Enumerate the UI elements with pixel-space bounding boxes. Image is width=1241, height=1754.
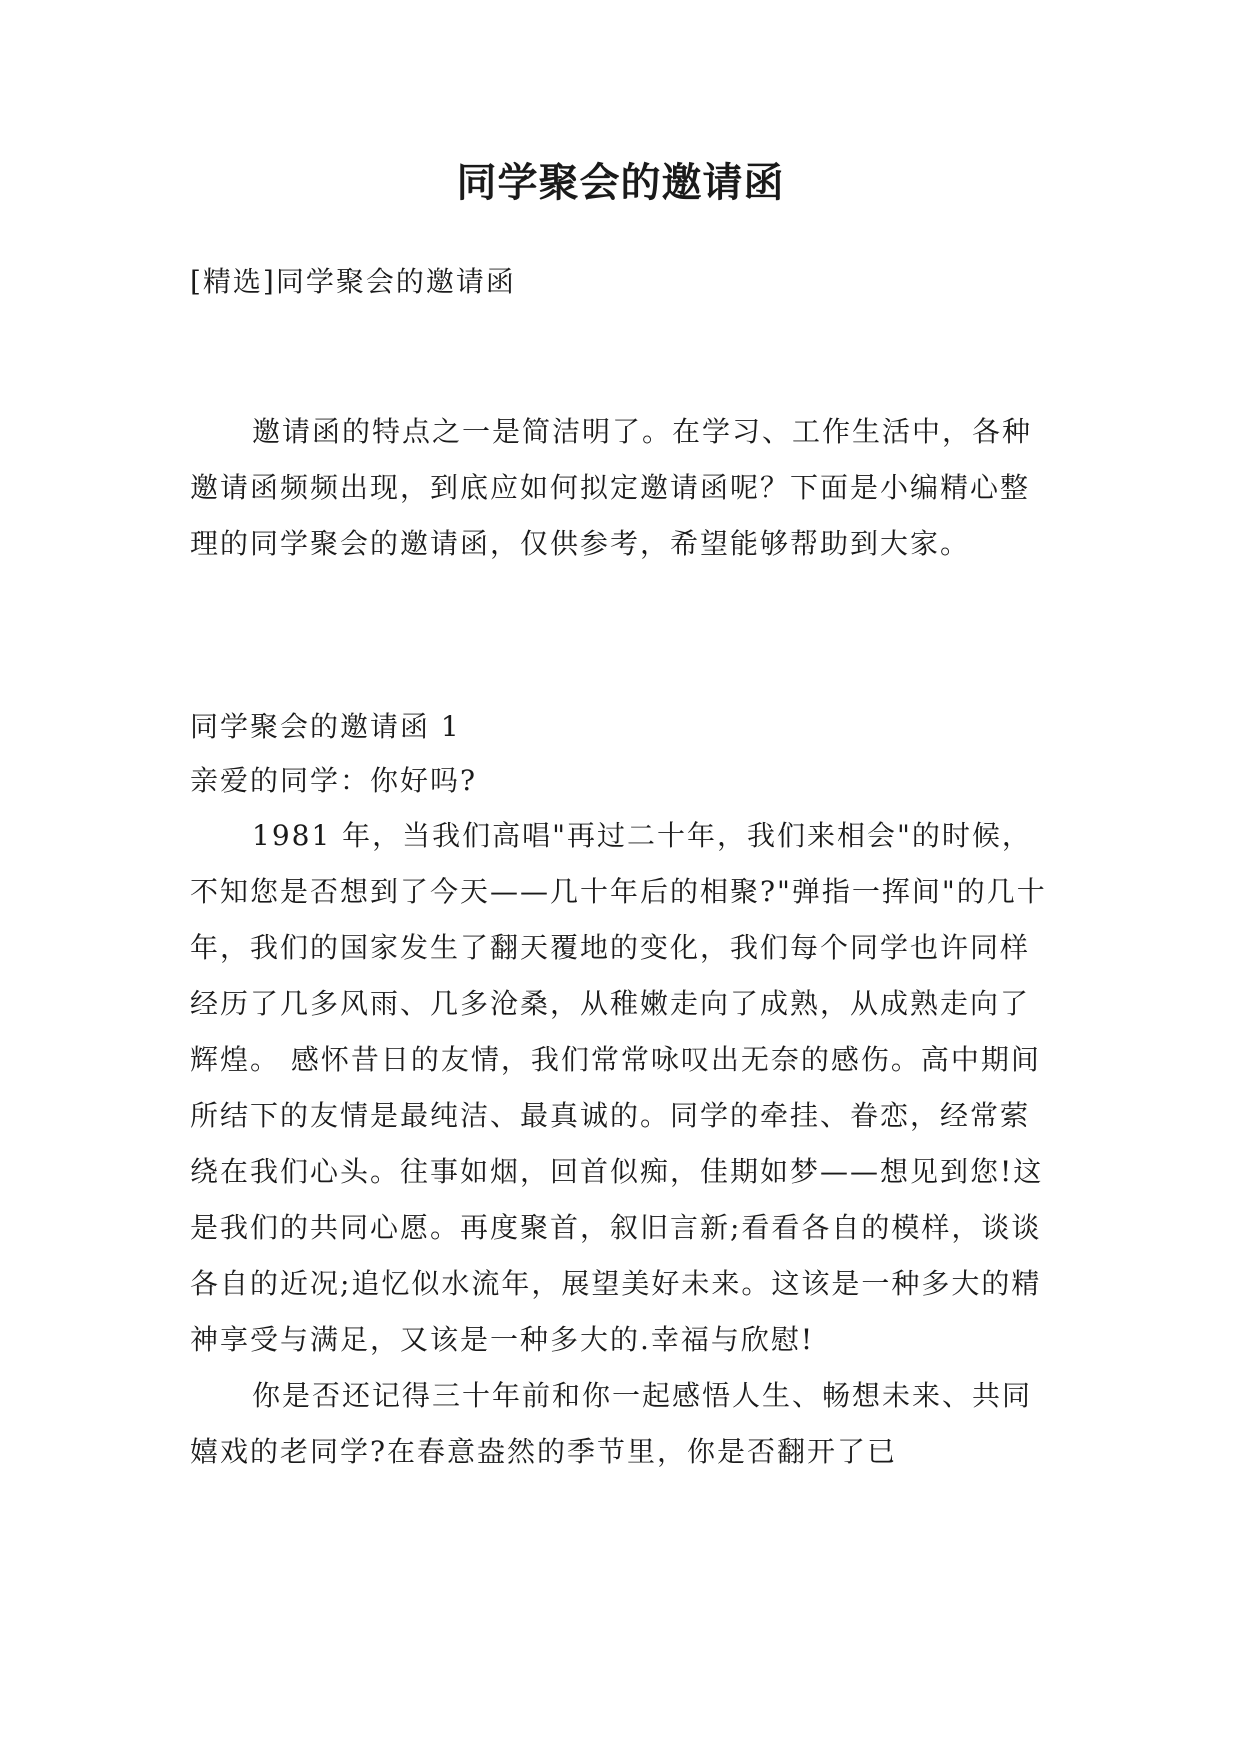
intro-paragraph: 邀请函的特点之一是简洁明了。在学习、工作生活中，各种邀请函频频出现，到底应如何拟定邀请函呢？下面是小编精心整理的同学聚会的邀请函，仅供参考，希望能够帮助到大家。 — [190, 415, 1033, 560]
letter-header — [190, 700, 1050, 808]
document-title: 同学聚会的邀请函 — [456, 160, 785, 206]
body-paragraph: 你是否还记得三十年前和你一起感悟人生、畅想未来、共同嬉戏的老同学?在春意盎然的季节里，你是否翻开了已 — [190, 1379, 1033, 1468]
salutation: 亲爱的同学：你好吗? — [190, 764, 478, 797]
body-paragraph: 1981 年，当我们高唱"再过二十年，我们来相会"的时候，不知您是否想到了今天——几十年后的相聚?"弹指一挥间"的几十年，我们的国家发生了翻天覆地的变化，我们每个同学也许同样经历了几多风雨、几多沧桑，从稚嫩走向了成熟，从成熟走向了辉煌。 感怀昔日的友情，我们常常咏叹出无奈的感伤。高中期间所结下的友情是最纯洁、最真诚的。同学的牵挂、眷恋，经常萦绕在我们心头。往事如烟，回首似痴，佳期如梦——想见到您!这是我们的共同心愿。再度聚首，叙旧言新;看看各自的模样，谈谈各自的近况;追忆似水流年，展望美好未来。这该是一种多大的精神享受与满足，又该是一种多大的.幸福与欣慰! — [190, 819, 1047, 1356]
section-heading: 同学聚会的邀请函 1 — [190, 710, 461, 743]
document-subtitle: [精选]同学聚会的邀请函 — [190, 265, 516, 298]
letter-body — [190, 808, 1050, 1480]
